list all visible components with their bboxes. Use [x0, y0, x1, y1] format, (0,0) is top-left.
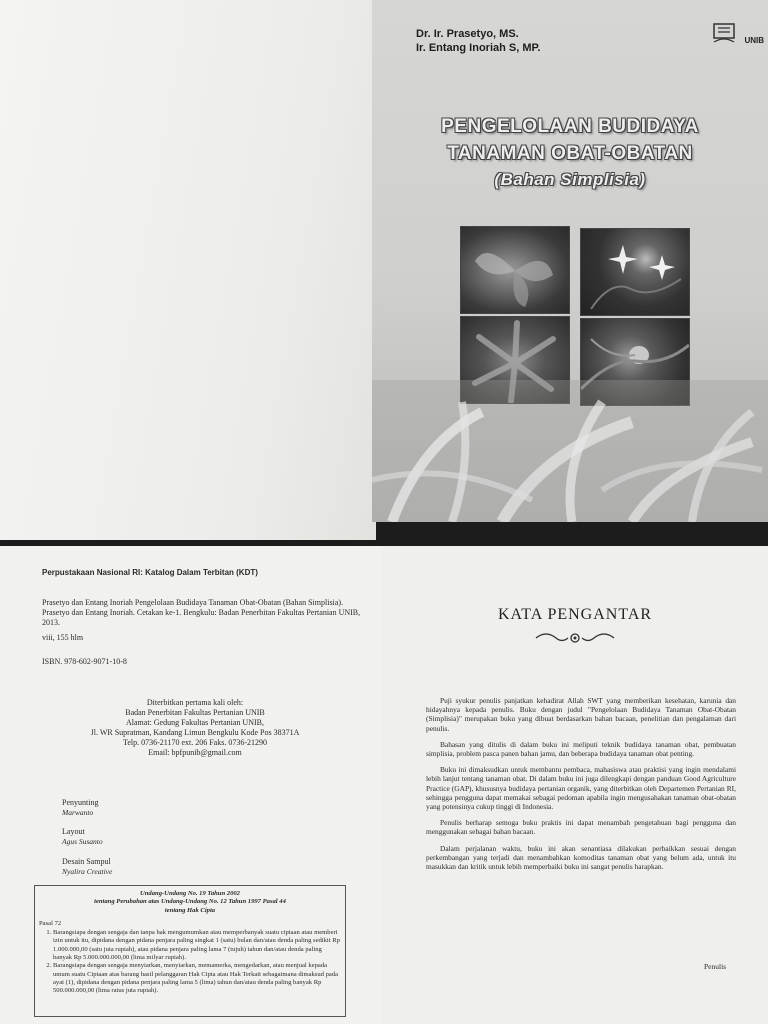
author-1: Dr. Ir. Prasetyo, MS. [416, 28, 519, 40]
flower-photo-drawing [581, 229, 689, 315]
blank-page [0, 0, 376, 540]
publisher-line: Diterbitkan pertama kali oleh: [146, 698, 244, 707]
cover-title-line2: TANAMAN OBAT-OBATAN [447, 143, 693, 164]
preface-title: KATA PENGANTAR [497, 606, 653, 623]
law-items [39, 929, 341, 995]
publisher-line: Telp. 0736-21170 ext. 206 Faks. 0736-21290 [122, 738, 268, 747]
publisher-line: Alamat: Gedung Fakultas Pertanian UNIB, [126, 718, 264, 727]
preface-paragraph: Puji syukur penulis panjatkan kehadirat Allah SWT yang memberikan kesehatan, karunia dan hidayahnya kepada penulis. Buku dengan judul "Pengelolaan Budidaya Tanaman Obat-Obatan (Simplisia)" merupakan buku yang dibuat berdasarkan bahan bacaan, penelitian dan pengalaman dari penulis. [426, 696, 736, 733]
cover-title-line1: PENGELOLAAN BUDIDAYA [441, 116, 699, 137]
preface-paragraph: Buku ini dimaksudkan untuk membantu pembaca, mahasiswa atau praktisi yang ingin mendalami lebih lanjut tentang tanaman obat. Di dalam buku ini juga dilengkapi dengan panduan Good Agriculture Practice (GAP), khususnya budidaya pertanian organik, yang diterbitkan oleh Departemen Pertanian RI, sehingga pengguna dapat memakai sebagai pedoman apabila ingin mengusahakan tanaman obat-obatan yang potensinya cukup tinggi di Indonesia. [426, 765, 736, 812]
ornament-icon [532, 628, 618, 648]
layout-name: Agus Susanto [62, 837, 103, 846]
catalog-isbn: ISBN. 978-602-9071-10-8 [42, 657, 127, 666]
publisher-line: Badan Penerbitan Fakultas Pertanian UNIB [125, 708, 265, 717]
preface-paragraph: Penulis berharap semoga buku praktis ini dapat menambah pengetahuan bagi pengguna dan menggunakan sebagai bahan bacaan. [426, 818, 736, 837]
catalog-pages: viii, 155 hlm [42, 633, 84, 642]
cover-designer-name: Nyalira Creative [62, 867, 113, 876]
publisher-info [60, 698, 330, 758]
preface-body [426, 696, 736, 878]
preface-paragraph: Dalam perjalanan waktu, buku ini akan senantiasa dilakukan perbaikkan sesuai dengan perkembangan yang terjadi dan menambahkan komoditas tanaman obat yang belum ada, untuk itu masukkan dan kritik untuk lebih memperbaiki buku ini sangat penulis harapkan. [426, 843, 736, 872]
catalog-page [0, 546, 384, 1024]
preface-paragraph: Bahasan yang ditulis di dalam buku ini meliputi teknik budidaya tanaman obat, pembuatan simplisia, problem pasca panen bahan jamu, dan beberapa budidaya tanaman obat penting. [426, 739, 736, 759]
book-cover [372, 0, 768, 522]
catalog-heading: Perpustakaan Nasional RI: Katalog Dalam Terbitan (KDT) [42, 568, 258, 577]
author-2: Ir. Entang Inoriah S, MP. [416, 42, 541, 54]
copyright-law-box [34, 885, 346, 1017]
preface-signature: Penulis [704, 962, 727, 971]
editor-name: Marwanto [62, 808, 94, 817]
plant-photo-1 [460, 226, 570, 314]
cover-subtitle: (Bahan Simplisia) [494, 170, 646, 189]
cover-authors [416, 27, 541, 55]
leaf-photo-drawing [461, 227, 569, 313]
plant-photo-2 [580, 228, 690, 316]
publisher-line: Email: bpfpunib@gmail.com [148, 748, 242, 757]
logo-text: UNIB [744, 36, 764, 45]
law-pasal: Pasal 72 [39, 919, 62, 927]
law-item: 1. Barangsiapa dengan sengaja dan tanpa hak mengumumkan atau memperbanyak suatu ciptaan atau memberi izin untuk itu, dipidana dengan pidana penjara paling singkat 1 (satu) bulan dan/atau denda paling sedikit Rp 1.000.000,00 (satu juta rupiah), atau pidana penjara paling lama 7 (tujuh) tahun dan/atau denda paling banyak Rp 5.000.000.000,00 (lima milyar rupiah). [53, 929, 341, 962]
layout-label: Layout [62, 827, 85, 836]
law-item: 2. Barangsiapa dengan sengaja menyiarkan, menyiarkan, memamerka, mengedarkan, atau menjual kepada umum suatu Ciptaan atas barang hasil pelanggaran Hak Cipta atau Hak Terkait sebagaimana dimaksud pada ayat (1), dipidana dengan pidana penjara paling lama 5 (lima) tahun dan/atau denda paling banyak Rp 500.000.000,00 (lima ratus juta rupiah). [53, 962, 341, 995]
leaf-background-icon [372, 380, 768, 522]
publisher-line: Jl. WR Supratman, Kandang Limun Bengkulu Kode Pos 38371A [90, 728, 300, 737]
editor-label: Penyunting [62, 798, 99, 807]
cover-design-label: Desain Sampul [62, 857, 111, 866]
preface-page [382, 546, 768, 1024]
law-subtitle-1: tentang Perubahan atas Undang-Undang No. 12 Tahun 1997 Pasal 44 [94, 898, 286, 906]
law-title: Undang-Undang No. 19 Tahun 2002 [140, 890, 240, 897]
law-subtitle-2: tentang Hak Cipta [164, 906, 216, 914]
catalog-bibliography: Prasetyo dan Entang Inoriah Pengelolaan Budidaya Tanaman Obat-Obatan (Bahan Simplisia). Prasetyo dan Entang Inoriah. Cetakan ke-1. Bengkulu: Badan Penerbitan Fakultas Pertanian UNIB, 2013. [42, 598, 361, 627]
